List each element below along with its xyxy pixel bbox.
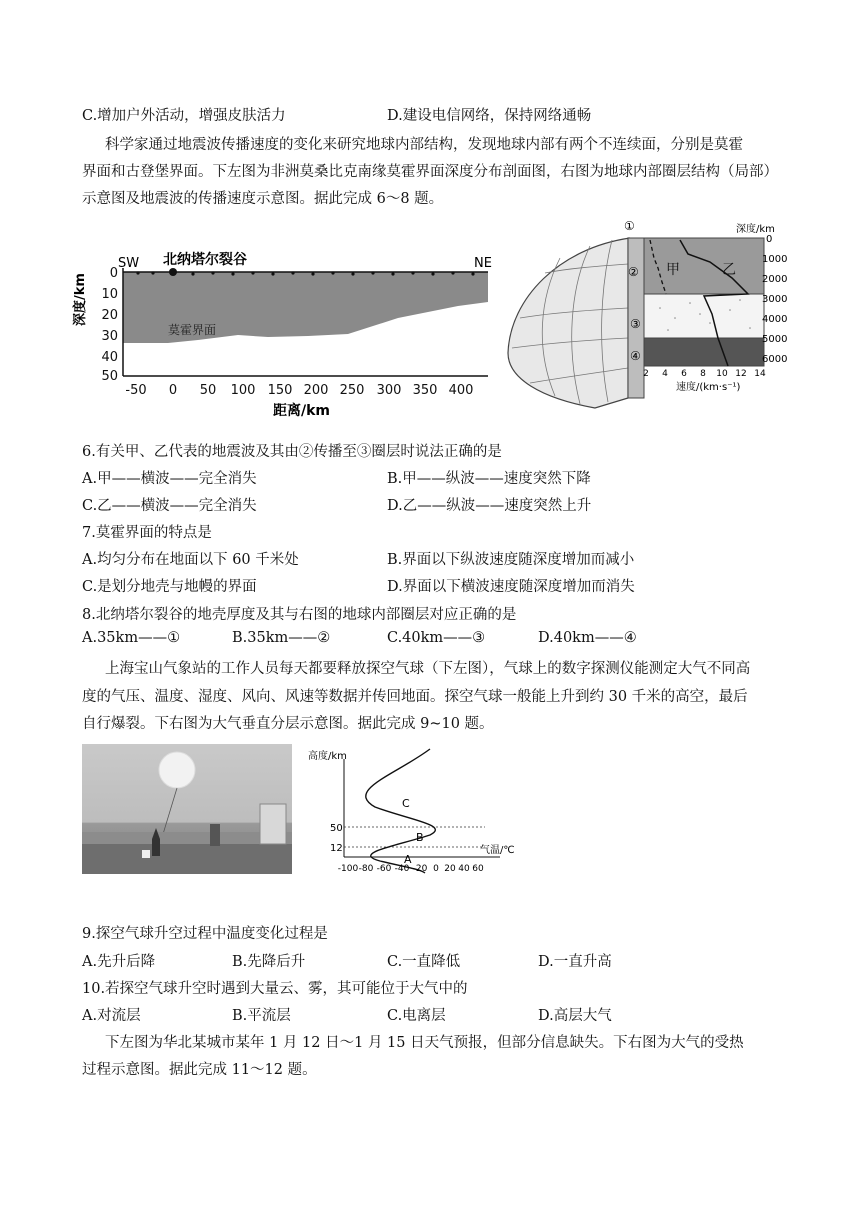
layer-4-label: ④ <box>630 349 641 363</box>
speed-tick-6: 6 <box>681 369 687 379</box>
passage2-line1: 上海宝山气象站的工作人员每天都要释放探空气球（下左图），气球上的数字探测仪能测定大气不同高 <box>105 661 751 677</box>
atmo-xtick-0: 0 <box>433 864 439 874</box>
q9-option-d: D.一直升高 <box>538 954 612 970</box>
xtick-200: 200 <box>303 383 329 398</box>
atmo-xtick-20: 20 <box>444 864 456 874</box>
q10-option-a: A.对流层 <box>82 1008 141 1024</box>
speed-tick-4: 4 <box>662 369 668 379</box>
depth-tick-6000: 6000 <box>762 354 788 365</box>
xtick-250: 250 <box>339 383 365 398</box>
q6-option-c: C.乙——横波——完全消失 <box>82 498 257 514</box>
atmo-xtick-n40: -40 <box>394 864 410 874</box>
passage3-line2: 过程示意图。据此完成 11～12 题。 <box>82 1062 317 1078</box>
layer-c-label: C <box>402 797 410 810</box>
q7-option-b: B.界面以下纵波速度随深度增加而减小 <box>387 552 635 568</box>
q6-stem: 6.有关甲、乙代表的地震波及其由②传播至③圈层时说法正确的是 <box>82 444 502 460</box>
q7-stem: 7.莫霍界面的特点是 <box>82 525 212 541</box>
ne-label: NE <box>474 256 492 271</box>
depth-tick-2000: 2000 <box>762 274 788 285</box>
depth-tick-3000: 3000 <box>762 294 788 305</box>
q7-option-a: A.均匀分布在地面以下 60 千米处 <box>82 552 299 568</box>
atmo-xtick-40: 40 <box>458 864 470 874</box>
atmo-x-label: 气温/℃ <box>480 845 515 856</box>
ytick-40: 40 <box>101 350 118 365</box>
passage3-line1: 下左图为华北某城市某年 1 月 12 日～1 月 15 日天气预报，但部分信息缺失。下右图为大气的受热 <box>105 1035 744 1051</box>
layer-b-label: B <box>416 831 424 844</box>
ytick-30: 30 <box>101 329 118 344</box>
atmo-xtick-60: 60 <box>472 864 484 874</box>
earth-structure-diagram <box>500 218 790 423</box>
atmo-xtick-n20: -20 <box>412 864 428 874</box>
speed-tick-2: 2 <box>643 369 649 379</box>
depth-title: 深度/km <box>736 224 775 235</box>
xtick-100: 100 <box>230 383 256 398</box>
depth-tick-5000: 5000 <box>762 334 788 345</box>
option-d: D.建设电信网络，保持网络通畅 <box>387 108 592 124</box>
layer-3-label: ③ <box>630 317 641 331</box>
xtick-n50: -50 <box>125 383 147 398</box>
atmo-xtick-n60: -60 <box>376 864 392 874</box>
depth-tick-1000: 1000 <box>762 254 788 265</box>
jia-label: 甲 <box>666 262 680 278</box>
level-50: 50 <box>330 823 343 834</box>
q6-option-d: D.乙——纵波——速度突然上升 <box>387 498 592 514</box>
q9-option-a: A.先升后降 <box>82 954 156 970</box>
sw-label: SW <box>118 256 140 271</box>
level-12: 12 <box>330 843 343 854</box>
atmosphere-layers-chart <box>300 745 530 880</box>
passage2-line3: 自行爆裂。下右图为大气垂直分层示意图。据此完成 9~10 题。 <box>82 716 494 732</box>
speed-tick-8: 8 <box>700 369 706 379</box>
q10-option-d: D.高层大气 <box>538 1008 612 1024</box>
y-axis-label: 深度/km <box>73 273 88 326</box>
rift-label: 北纳塔尔裂谷 <box>163 252 247 268</box>
atmo-y-label: 高度/km <box>308 751 347 762</box>
q9-stem: 9.探空气球升空过程中温度变化过程是 <box>82 926 328 942</box>
speed-tick-14: 14 <box>754 369 766 379</box>
q8-stem: 8.北纳塔尔裂谷的地壳厚度及其与右图的地球内部圈层对应正确的是 <box>82 607 517 623</box>
ytick-50: 50 <box>101 369 118 384</box>
layer-a-label: A <box>404 853 412 866</box>
ytick-20: 20 <box>101 308 118 323</box>
xtick-0: 0 <box>168 383 178 398</box>
xtick-150: 150 <box>267 383 293 398</box>
passage2-line2: 度的气压、温度、湿度、风向、风速等数据并传回地面。探空气球一般能上升到约 30 千米的高空，最后 <box>82 689 748 705</box>
q10-stem: 10.若探空气球升空时遇到大量云、雾，其可能位于大气中的 <box>82 981 468 997</box>
q9-option-c: C.一直降低 <box>387 954 461 970</box>
moho-profile-chart <box>73 240 498 425</box>
layer-2-label: ② <box>628 265 639 279</box>
temperature-curve <box>366 749 436 873</box>
option-c: C.增加户外活动，增强皮肤活力 <box>82 108 286 124</box>
q8-option-c: C.40km——③ <box>387 630 486 646</box>
balloon-photo <box>82 744 292 874</box>
q6-option-b: B.甲——纵波——速度突然下降 <box>387 471 591 487</box>
ytick-10: 10 <box>101 287 118 302</box>
passage1-line3: 示意图及地震波的传播速度示意图。据此完成 6～8 题。 <box>82 191 444 207</box>
q8-option-b: B.35km——② <box>232 630 331 646</box>
speed-label: 速度/(km·s⁻¹) <box>676 382 741 393</box>
xtick-300: 300 <box>376 383 402 398</box>
xtick-50: 50 <box>199 383 217 398</box>
yi-label: 乙 <box>722 262 736 278</box>
q6-option-a: A.甲——横波——完全消失 <box>82 471 257 487</box>
speed-tick-10: 10 <box>716 369 728 379</box>
xtick-350: 350 <box>412 383 438 398</box>
depth-tick-4000: 4000 <box>762 314 788 325</box>
layer-1-label: ① <box>624 219 635 233</box>
moho-label: 莫霍界面 <box>168 323 217 337</box>
q7-option-d: D.界面以下横波速度随深度增加而消失 <box>387 579 635 595</box>
xtick-400: 400 <box>448 383 474 398</box>
q8-option-a: A.35km——① <box>82 630 181 646</box>
x-axis-label: 距离/km <box>273 403 331 419</box>
q10-option-b: B.平流层 <box>232 1008 291 1024</box>
passage1-line2: 界面和古登堡界面。下左图为非洲莫桑比克南缘莫霍界面深度分布剖面图，右图为地球内部圈层结构（局部） <box>82 164 778 180</box>
depth-tick-0: 0 <box>766 234 773 245</box>
atmo-xtick-n80: -80 <box>358 864 374 874</box>
atmo-xtick-n100: -100 <box>337 864 359 874</box>
q9-option-b: B.先降后升 <box>232 954 306 970</box>
speed-tick-12: 12 <box>735 369 747 379</box>
q7-option-c: C.是划分地壳与地幔的界面 <box>82 579 257 595</box>
q10-option-c: C.电离层 <box>387 1008 446 1024</box>
ytick-0: 0 <box>109 266 118 281</box>
passage1-line1: 科学家通过地震波传播速度的变化来研究地球内部结构，发现地球内部有两个不连续面，分别是莫霍 <box>105 137 743 153</box>
q8-option-d: D.40km——④ <box>538 630 637 646</box>
